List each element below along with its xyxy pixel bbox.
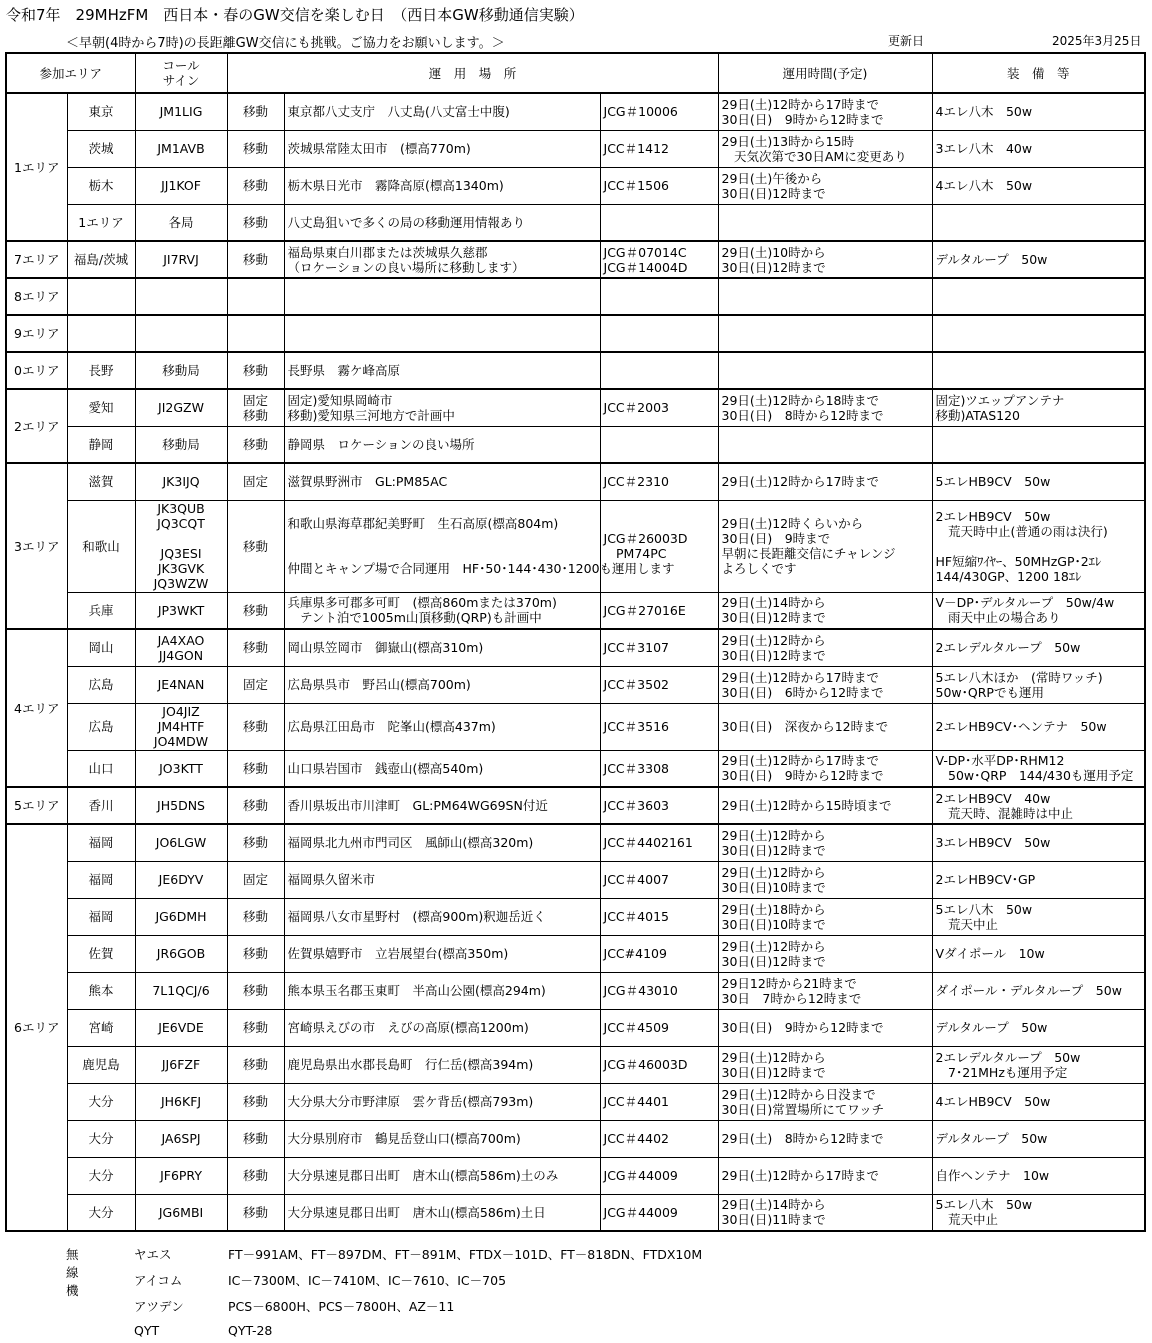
table-row bbox=[6, 241, 1145, 278]
table-row bbox=[6, 93, 1145, 130]
table-row bbox=[6, 1083, 1145, 1120]
page-subtitle: ＜早朝(4時から7時)の長距離GW交信にも挑戦。ご協力をお願いします。＞ bbox=[66, 36, 505, 51]
equipment-cell: 4エレ八木 50w bbox=[932, 167, 1145, 204]
prefecture-cell: 大分 bbox=[67, 1083, 135, 1120]
time-cell: 30日(日) 9時から12時まで bbox=[718, 1009, 932, 1046]
jcc-cell: JCC#4109 bbox=[600, 935, 718, 972]
jcc-cell: JCG＃10006 bbox=[600, 93, 718, 130]
operation-type-cell: 移動 bbox=[227, 1083, 284, 1120]
jcc-cell: JCG＃44009 bbox=[600, 1157, 718, 1194]
location-cell: 福岡県北九州市門司区 風師山(標高320m) bbox=[284, 824, 600, 861]
jcc-cell bbox=[600, 315, 718, 352]
jcc-cell: JCC＃3502 bbox=[600, 666, 718, 703]
callsign-cell: 7L1QCJ/6 bbox=[135, 972, 227, 1009]
location-cell bbox=[284, 278, 600, 315]
prefecture-cell: 鹿児島 bbox=[67, 1046, 135, 1083]
location-cell: 広島県江田島市 陀峯山(標高437m) bbox=[284, 703, 600, 750]
jcc-cell: JCG＃26003D PM74PC bbox=[600, 500, 718, 592]
table-row bbox=[6, 315, 1145, 352]
callsign-cell: JF6PRY bbox=[135, 1157, 227, 1194]
table-row bbox=[6, 861, 1145, 898]
table-row bbox=[6, 1194, 1145, 1231]
callsign-cell: JK3IJQ bbox=[135, 463, 227, 500]
table-row bbox=[6, 352, 1145, 389]
prefecture-cell bbox=[67, 315, 135, 352]
table-row bbox=[6, 204, 1145, 241]
table-row bbox=[6, 629, 1145, 666]
operation-type-cell: 固定 bbox=[227, 463, 284, 500]
table-row bbox=[6, 787, 1145, 824]
maker-name: ヤエス bbox=[134, 1247, 172, 1262]
prefecture-cell: 宮崎 bbox=[67, 1009, 135, 1046]
equipment-cell: 5エレ八木 50w 荒天中止 bbox=[932, 1194, 1145, 1231]
operation-type-cell: 固定 移動 bbox=[227, 389, 284, 426]
prefecture-cell: 福岡 bbox=[67, 824, 135, 861]
jcc-cell: JCG＃43010 bbox=[600, 972, 718, 1009]
table-header-row bbox=[6, 53, 1145, 93]
equipment-cell: 3エレ八木 40w bbox=[932, 130, 1145, 167]
time-cell: 29日(土)10時から 30日(日)12時まで bbox=[718, 241, 932, 278]
operation-type-cell: 移動 bbox=[227, 426, 284, 463]
time-cell bbox=[718, 315, 932, 352]
model-list: PCS－6800H、PCS－7800H、AZ－11 bbox=[228, 1299, 455, 1314]
jcc-cell: JCC＃2003 bbox=[600, 389, 718, 426]
time-cell: 30日(日) 深夜から12時まで bbox=[718, 703, 932, 750]
area-cell: 4エリア bbox=[6, 629, 67, 787]
operation-type-cell: 移動 bbox=[227, 935, 284, 972]
callsign-cell: JO4JIZ JM4HTF JO4MDW bbox=[135, 703, 227, 750]
callsign-cell: JI7RVJ bbox=[135, 241, 227, 278]
table-row bbox=[6, 278, 1145, 315]
table-row bbox=[6, 426, 1145, 463]
operation-type-cell: 移動 bbox=[227, 898, 284, 935]
operation-type-cell: 移動 bbox=[227, 1120, 284, 1157]
location-cell bbox=[284, 315, 600, 352]
table-row bbox=[6, 1046, 1145, 1083]
equipment-cell: 3エレHB9CV 50w bbox=[932, 824, 1145, 861]
callsign-cell: JR6GOB bbox=[135, 935, 227, 972]
table-row bbox=[6, 592, 1145, 629]
schedule-table bbox=[5, 52, 1146, 1232]
equipment-cell: V－DP･デルタループ 50w/4w 雨天中止の場合あり bbox=[932, 592, 1145, 629]
equipment-cell: 5エレ八木 50w 荒天中止 bbox=[932, 898, 1145, 935]
area-cell: 1エリア bbox=[6, 93, 67, 241]
prefecture-cell: 大分 bbox=[67, 1120, 135, 1157]
location-cell: 茨城県常陸太田市 (標高770m) bbox=[284, 130, 600, 167]
location-cell: 山口県岩国市 銭壺山(標高540m) bbox=[284, 750, 600, 787]
table-row bbox=[6, 1009, 1145, 1046]
callsign-cell: JM1AVB bbox=[135, 130, 227, 167]
location-cell: 福岡県久留米市 bbox=[284, 861, 600, 898]
time-cell: 29日(土)12時から 30日(日)12時まで bbox=[718, 1046, 932, 1083]
location-cell: 静岡県 ロケーションの良い場所 bbox=[284, 426, 600, 463]
location-cell: 滋賀県野洲市 GL:PM85AC bbox=[284, 463, 600, 500]
time-cell bbox=[718, 426, 932, 463]
operation-type-cell: 移動 bbox=[227, 204, 284, 241]
time-cell: 29日(土)14時から 30日(日)11時まで bbox=[718, 1194, 932, 1231]
table-row bbox=[6, 824, 1145, 861]
equipment-cell: 自作ヘンテナ 10w bbox=[932, 1157, 1145, 1194]
operation-type-cell: 固定 bbox=[227, 861, 284, 898]
callsign-cell: JJ6FZF bbox=[135, 1046, 227, 1083]
location-cell: 佐賀県嬉野市 立岩展望台(標高350m) bbox=[284, 935, 600, 972]
jcc-cell bbox=[600, 204, 718, 241]
prefecture-cell: 東京 bbox=[67, 93, 135, 130]
jcc-cell: JCC＃1412 bbox=[600, 130, 718, 167]
operation-type-cell: 移動 bbox=[227, 1194, 284, 1231]
model-list: FT－991AM、FT－897DM、FT－891M、FTDX－101D、FT－818DN、FTDX10M bbox=[228, 1247, 703, 1262]
location-cell: 東京都八丈支庁 八丈島(八丈富士中腹) bbox=[284, 93, 600, 130]
equipment-cell: デルタループ 50w bbox=[932, 1009, 1145, 1046]
operation-type-cell: 移動 bbox=[227, 592, 284, 629]
location-cell: 大分県速見郡日出町 唐木山(標高586m)土日 bbox=[284, 1194, 600, 1231]
prefecture-cell: 山口 bbox=[67, 750, 135, 787]
callsign-cell: JG6DMH bbox=[135, 898, 227, 935]
equipment-cell: 2エレHB9CV･ヘンテナ 50w bbox=[932, 703, 1145, 750]
operation-type-cell bbox=[227, 278, 284, 315]
location-cell: 和歌山県海草郡紀美野町 生石高原(標高804m) 仲間とキャンプ場で合同運用 HF･50･144･430･1200も運用します bbox=[284, 500, 600, 592]
table-body bbox=[6, 93, 1145, 1231]
update-date: 2025年3月25日 bbox=[1052, 34, 1142, 48]
equipment-cell: 2エレデルタループ 50w bbox=[932, 629, 1145, 666]
prefecture-cell: 福岡 bbox=[67, 861, 135, 898]
operation-type-cell: 移動 bbox=[227, 241, 284, 278]
location-cell: 八丈島狙いで多くの局の移動運用情報あり bbox=[284, 204, 600, 241]
location-cell: 固定)愛知県岡崎市 移動)愛知県三河地方で計画中 bbox=[284, 389, 600, 426]
jcc-cell: JCC＃4402161 bbox=[600, 824, 718, 861]
prefecture-cell: 熊本 bbox=[67, 972, 135, 1009]
time-cell: 29日(土)12時から 30日(日)12時まで bbox=[718, 824, 932, 861]
equipment-cell: 2エレHB9CV 40w 荒天時、混雑時は中止 bbox=[932, 787, 1145, 824]
location-cell: 熊本県玉名郡玉東町 半高山公園(標高294m) bbox=[284, 972, 600, 1009]
callsign-cell bbox=[135, 315, 227, 352]
operation-type-cell: 移動 bbox=[227, 1157, 284, 1194]
jcc-cell: JCC＃4509 bbox=[600, 1009, 718, 1046]
operation-type-cell: 移動 bbox=[227, 93, 284, 130]
prefecture-cell: 大分 bbox=[67, 1157, 135, 1194]
equipment-cell: デルタループ 50w bbox=[932, 241, 1145, 278]
equipment-cell: デルタループ 50w bbox=[932, 1120, 1145, 1157]
callsign-cell: JE6DYV bbox=[135, 861, 227, 898]
operation-type-cell: 移動 bbox=[227, 352, 284, 389]
location-cell: 大分県大分市野津原 雲ケ背岳(標高793m) bbox=[284, 1083, 600, 1120]
time-cell: 29日(土)12時から17時まで 30日(日) 9時から12時まで bbox=[718, 93, 932, 130]
prefecture-cell: 福島/茨城 bbox=[67, 241, 135, 278]
prefecture-cell: 茨城 bbox=[67, 130, 135, 167]
prefecture-cell: 栃木 bbox=[67, 167, 135, 204]
jcc-cell: JCC＃3603 bbox=[600, 787, 718, 824]
area-cell: 5エリア bbox=[6, 787, 67, 824]
location-cell: 長野県 霧ケ峰高原 bbox=[284, 352, 600, 389]
prefecture-cell: 広島 bbox=[67, 703, 135, 750]
jcc-cell: JCC＃3107 bbox=[600, 629, 718, 666]
prefecture-cell: 大分 bbox=[67, 1194, 135, 1231]
time-cell: 29日(土)午後から 30日(日)12時まで bbox=[718, 167, 932, 204]
jcc-cell bbox=[600, 278, 718, 315]
operation-type-cell: 移動 bbox=[227, 1046, 284, 1083]
time-cell bbox=[718, 278, 932, 315]
update-label: 更新日 bbox=[888, 34, 925, 48]
equipment-cell bbox=[932, 352, 1145, 389]
location-cell: 宮崎県えびの市 えびの高原(標高1200m) bbox=[284, 1009, 600, 1046]
location-cell: 大分県速見郡日出町 唐木山(標高586m)土のみ bbox=[284, 1157, 600, 1194]
time-cell: 29日(土)13時から15時 天気次第で30日AMに変更あり bbox=[718, 130, 932, 167]
operation-type-cell bbox=[227, 315, 284, 352]
equipment-cell: 4エレHB9CV 50w bbox=[932, 1083, 1145, 1120]
callsign-cell: JI2GZW bbox=[135, 389, 227, 426]
jcc-cell: JCC＃4401 bbox=[600, 1083, 718, 1120]
callsign-cell: JA4XAO JJ4GON bbox=[135, 629, 227, 666]
time-cell: 29日12時から21時まで 30日 7時から12時まで bbox=[718, 972, 932, 1009]
jcc-cell: JCG＃46003D bbox=[600, 1046, 718, 1083]
table-row bbox=[6, 666, 1145, 703]
equipment-cell bbox=[932, 315, 1145, 352]
time-cell: 29日(土)14時から 30日(日)12時まで bbox=[718, 592, 932, 629]
jcc-cell: JCG＃07014C JCG＃14004D bbox=[600, 241, 718, 278]
model-list: IC－7300M、IC－7410M、IC－7610、IC－705 bbox=[228, 1273, 507, 1288]
maker-name: アイコム bbox=[134, 1273, 183, 1288]
jcc-cell: JCG＃27016E bbox=[600, 592, 718, 629]
table-row bbox=[6, 500, 1145, 592]
callsign-cell: JO3KTT bbox=[135, 750, 227, 787]
location-cell: 鹿児島県出水郡長島町 行仁岳(標高394m) bbox=[284, 1046, 600, 1083]
callsign-cell: JA6SPJ bbox=[135, 1120, 227, 1157]
equipment-label: 無線機 bbox=[66, 1247, 79, 1298]
location-cell: 広島県呉市 野呂山(標高700m) bbox=[284, 666, 600, 703]
jcc-cell: JCC＃4015 bbox=[600, 898, 718, 935]
prefecture-cell: 兵庫 bbox=[67, 592, 135, 629]
header-area: 参加エリア bbox=[6, 53, 135, 93]
maker-name: アツデン bbox=[134, 1299, 184, 1314]
time-cell bbox=[718, 352, 932, 389]
equipment-cell bbox=[932, 278, 1145, 315]
equipment-cell: 4エレ八木 50w bbox=[932, 93, 1145, 130]
jcc-cell: JCC＃4007 bbox=[600, 861, 718, 898]
table-row bbox=[6, 130, 1145, 167]
maker-name: QYT bbox=[134, 1323, 160, 1338]
table-row bbox=[6, 167, 1145, 204]
callsign-cell: JO6LGW bbox=[135, 824, 227, 861]
callsign-cell: JJ1KOF bbox=[135, 167, 227, 204]
equipment-cell: 5エレHB9CV 50w bbox=[932, 463, 1145, 500]
header-location: 運 用 場 所 bbox=[227, 53, 718, 93]
prefecture-cell: 滋賀 bbox=[67, 463, 135, 500]
jcc-cell bbox=[600, 352, 718, 389]
equipment-cell: Vダイポール 10w bbox=[932, 935, 1145, 972]
table-row bbox=[6, 389, 1145, 426]
equipment-cell: ダイポール・デルタループ 50w bbox=[932, 972, 1145, 1009]
area-cell: 6エリア bbox=[6, 824, 67, 1231]
operation-type-cell: 移動 bbox=[227, 629, 284, 666]
callsign-cell: 移動局 bbox=[135, 426, 227, 463]
time-cell: 29日(土)12時から18時まで 30日(日) 8時から12時まで bbox=[718, 389, 932, 426]
table-row bbox=[6, 935, 1145, 972]
equipment-cell: V-DP･水平DP･RHM12 50w･QRP 144/430も運用予定 bbox=[932, 750, 1145, 787]
prefecture-cell: 佐賀 bbox=[67, 935, 135, 972]
jcc-cell: JCC＃3516 bbox=[600, 703, 718, 750]
prefecture-cell: 広島 bbox=[67, 666, 135, 703]
jcc-cell: JCC＃4402 bbox=[600, 1120, 718, 1157]
time-cell: 29日(土)12時くらいから 30日(日) 9時まで 早朝に長距離交信にチャレンジ よろしくです bbox=[718, 500, 932, 592]
equipment-cell: 固定)ツエップアンテナ 移動)ATAS120 bbox=[932, 389, 1145, 426]
prefecture-cell: 和歌山 bbox=[67, 500, 135, 592]
jcc-cell: JCC＃3308 bbox=[600, 750, 718, 787]
operation-type-cell: 移動 bbox=[227, 130, 284, 167]
prefecture-cell: 静岡 bbox=[67, 426, 135, 463]
equipment-cell: 2エレHB9CV･GP bbox=[932, 861, 1145, 898]
header-callsign: コール サイン bbox=[135, 53, 227, 93]
table-row bbox=[6, 898, 1145, 935]
area-cell: 7エリア bbox=[6, 241, 67, 278]
time-cell: 29日(土)18時から 30日(日)10時まで bbox=[718, 898, 932, 935]
callsign-cell: 各局 bbox=[135, 204, 227, 241]
prefecture-cell: 岡山 bbox=[67, 629, 135, 666]
time-cell: 29日(土)12時から日没まで 30日(日)常置場所にてワッチ bbox=[718, 1083, 932, 1120]
model-list: QYT-28 bbox=[228, 1323, 273, 1338]
callsign-cell: JH5DNS bbox=[135, 787, 227, 824]
table-row bbox=[6, 972, 1145, 1009]
time-cell: 29日(土)12時から 30日(日)10時まで bbox=[718, 861, 932, 898]
operation-type-cell: 移動 bbox=[227, 972, 284, 1009]
prefecture-cell: 1エリア bbox=[67, 204, 135, 241]
prefecture-cell: 香川 bbox=[67, 787, 135, 824]
area-cell: 2エリア bbox=[6, 389, 67, 463]
prefecture-cell bbox=[67, 278, 135, 315]
operation-type-cell: 移動 bbox=[227, 824, 284, 861]
operation-type-cell: 移動 bbox=[227, 703, 284, 750]
equipment-cell: 2エレデルタループ 50w 7･21MHzも運用予定 bbox=[932, 1046, 1145, 1083]
table-row bbox=[6, 750, 1145, 787]
callsign-cell: 移動局 bbox=[135, 352, 227, 389]
equipment-cell: 5エレ八木ほか (常時ワッチ) 50w･QRPでも運用 bbox=[932, 666, 1145, 703]
time-cell: 29日(土)12時から 30日(日)12時まで bbox=[718, 935, 932, 972]
location-cell: 福島県東白川郡または茨城県久慈郡 （ロケーションの良い場所に移動します） bbox=[284, 241, 600, 278]
location-cell: 岡山県笠岡市 御嶽山(標高310m) bbox=[284, 629, 600, 666]
time-cell: 29日(土)12時から17時まで bbox=[718, 1157, 932, 1194]
operation-type-cell: 移動 bbox=[227, 167, 284, 204]
time-cell bbox=[718, 204, 932, 241]
operation-type-cell: 固定 bbox=[227, 666, 284, 703]
area-cell: 0エリア bbox=[6, 352, 67, 389]
area-cell: 9エリア bbox=[6, 315, 67, 352]
equipment-cell bbox=[932, 426, 1145, 463]
area-cell: 3エリア bbox=[6, 463, 67, 629]
jcc-cell: JCC＃1506 bbox=[600, 167, 718, 204]
location-cell: 兵庫県多可郡多可町 (標高860mまたは370m) テント泊で1005m山頂移動(QRP)も計画中 bbox=[284, 592, 600, 629]
operation-type-cell: 移動 bbox=[227, 1009, 284, 1046]
page-title: 令和7年 29MHzFM 西日本・春のGW交信を楽しむ日 （西日本GW移動通信実験） bbox=[6, 6, 584, 24]
time-cell: 29日(土)12時から17時まで 30日(日) 9時から12時まで bbox=[718, 750, 932, 787]
table-row bbox=[6, 1157, 1145, 1194]
callsign-cell: JM1LIG bbox=[135, 93, 227, 130]
equipment-cell bbox=[932, 204, 1145, 241]
header-equipment: 装 備 等 bbox=[932, 53, 1145, 93]
table-row bbox=[6, 1120, 1145, 1157]
location-cell: 大分県別府市 鶴見岳登山口(標高700m) bbox=[284, 1120, 600, 1157]
jcc-cell: JCC＃2310 bbox=[600, 463, 718, 500]
prefecture-cell: 福岡 bbox=[67, 898, 135, 935]
callsign-cell: JH6KFJ bbox=[135, 1083, 227, 1120]
time-cell: 29日(土)12時から17時まで bbox=[718, 463, 932, 500]
callsign-cell: JE6VDE bbox=[135, 1009, 227, 1046]
location-cell: 栃木県日光市 霧降高原(標高1340m) bbox=[284, 167, 600, 204]
prefecture-cell: 長野 bbox=[67, 352, 135, 389]
prefecture-cell: 愛知 bbox=[67, 389, 135, 426]
header-time: 運用時間(予定) bbox=[718, 53, 932, 93]
area-cell: 8エリア bbox=[6, 278, 67, 315]
operation-type-cell: 移動 bbox=[227, 787, 284, 824]
operation-type-cell: 移動 bbox=[227, 500, 284, 592]
location-cell: 福岡県八女市星野村 (標高900m)釈迦岳近く bbox=[284, 898, 600, 935]
callsign-cell bbox=[135, 278, 227, 315]
callsign-cell: JP3WKT bbox=[135, 592, 227, 629]
callsign-cell: JE4NAN bbox=[135, 666, 227, 703]
equipment-cell: 2エレHB9CV 50w 荒天時中止(普通の雨は決行) HF短縮ﾜｲﾔｰ、50MHzGP･2ｴﾚ 144/430GP、1200 18ｴﾚ bbox=[932, 500, 1145, 592]
callsign-cell: JG6MBI bbox=[135, 1194, 227, 1231]
time-cell: 29日(土)12時から15時頃まで bbox=[718, 787, 932, 824]
operation-type-cell: 移動 bbox=[227, 750, 284, 787]
jcc-cell bbox=[600, 426, 718, 463]
time-cell: 29日(土) 8時から12時まで bbox=[718, 1120, 932, 1157]
table-row bbox=[6, 703, 1145, 750]
time-cell: 29日(土)12時から 30日(日)12時まで bbox=[718, 629, 932, 666]
time-cell: 29日(土)12時から17時まで 30日(日) 6時から12時まで bbox=[718, 666, 932, 703]
table-row bbox=[6, 463, 1145, 500]
jcc-cell: JCG＃44009 bbox=[600, 1194, 718, 1231]
location-cell: 香川県坂出市川津町 GL:PM64WG69SN付近 bbox=[284, 787, 600, 824]
callsign-cell: JK3QUB JQ3CQT JQ3ESI JK3GVK JQ3WZW bbox=[135, 500, 227, 592]
